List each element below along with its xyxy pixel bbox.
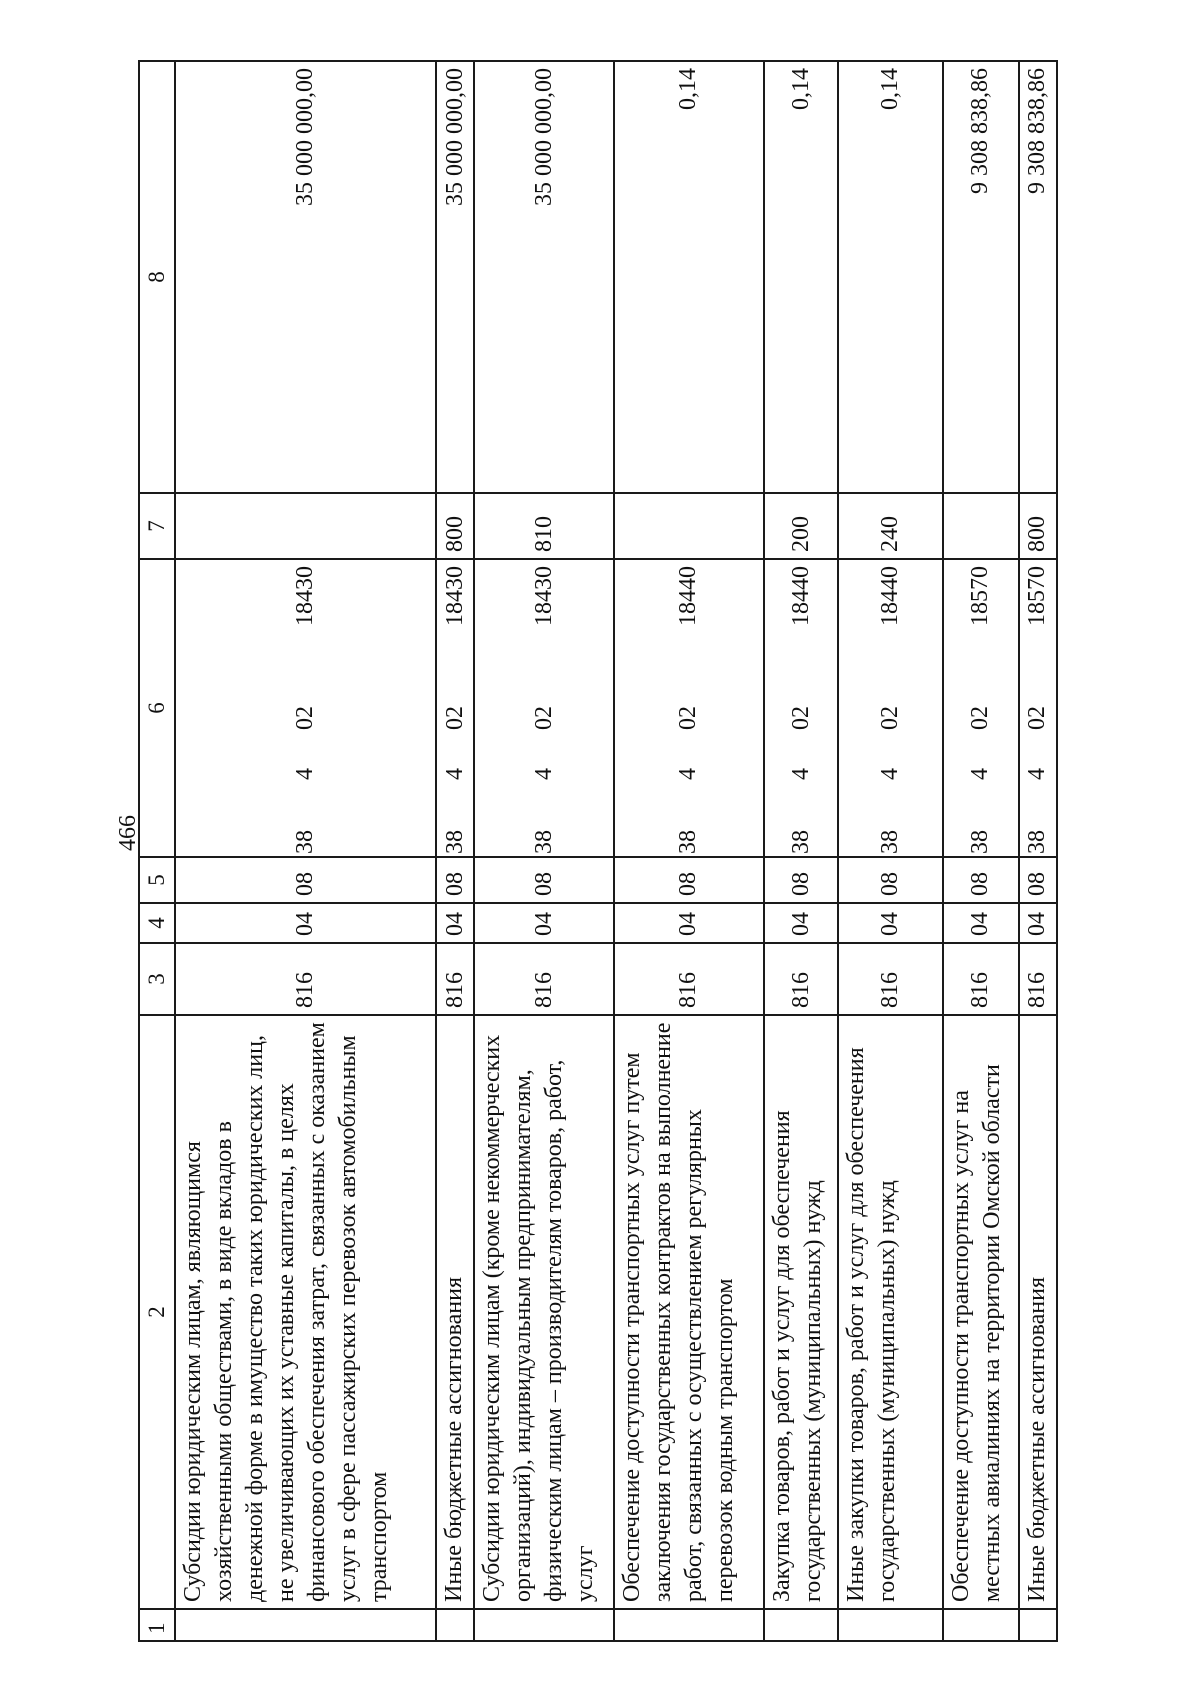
col-header: 2 — [139, 1015, 175, 1609]
amount-cell: 0,14 — [614, 61, 764, 493]
row-number-cell — [943, 1609, 1019, 1641]
target-article-cell — [614, 559, 764, 857]
target-article-program: 38 — [876, 830, 903, 854]
amount-cell: 35 000 000,00 — [474, 61, 613, 493]
section-code-cell: 04 — [764, 903, 838, 943]
row-number-cell — [764, 1609, 838, 1641]
section-code-cell: 04 — [943, 903, 1019, 943]
target-article-event: 02 — [967, 706, 994, 730]
expense-type-cell: 810 — [474, 493, 613, 559]
target-article-direction: 18570 — [967, 566, 994, 626]
ministry-code-cell: 816 — [175, 943, 436, 1015]
section-code-cell: 04 — [436, 903, 474, 943]
target-article-program: 38 — [292, 830, 319, 854]
table-row — [175, 61, 436, 1641]
amount-cell: 35 000 000,00 — [436, 61, 474, 493]
expense-type-cell: 200 — [764, 493, 838, 559]
section-code-cell: 04 — [838, 903, 943, 943]
amount-cell: 9 308 838,86 — [943, 61, 1019, 493]
target-article-subprogram: 4 — [1024, 768, 1051, 780]
target-article-program: 38 — [1024, 830, 1051, 854]
target-article-subprogram: 4 — [675, 768, 702, 780]
table-row — [436, 61, 474, 1641]
row-number-cell — [614, 1609, 764, 1641]
subsection-code-cell: 08 — [614, 857, 764, 903]
amount-cell: 35 000 000,00 — [175, 61, 436, 493]
ministry-code-cell: 816 — [614, 943, 764, 1015]
table-row — [474, 61, 613, 1641]
col-header: 6 — [139, 559, 175, 857]
target-article-subprogram: 4 — [292, 768, 319, 780]
target-article-direction: 18440 — [675, 566, 702, 626]
expense-type-cell: 800 — [1019, 493, 1057, 559]
row-number-cell — [474, 1609, 613, 1641]
target-article-cell — [764, 559, 838, 857]
target-article-cell — [474, 559, 613, 857]
table-row — [614, 61, 764, 1641]
row-number-cell — [838, 1609, 943, 1641]
item-name-cell: Субсидии юридическим лицам, являющимся хозяйственными обществами, в виде вкладов в денежной форме в имущество таких юридических лиц, не увеличивающих их уставные капиталы, в целях финансового обеспечения затрат, связанных с оказанием услуг в сфере пассажирских перевозок автомобильным транспортом — [175, 1015, 436, 1609]
budget-table-wrapper — [138, 62, 1058, 1642]
table-row — [1019, 61, 1057, 1641]
ministry-code-cell: 816 — [474, 943, 613, 1015]
col-header: 7 — [139, 493, 175, 559]
target-article-program: 38 — [441, 830, 468, 854]
amount-cell: 0,14 — [764, 61, 838, 493]
target-article-cell — [1019, 559, 1057, 857]
col-header: 5 — [139, 857, 175, 903]
expense-type-cell: 800 — [436, 493, 474, 559]
target-article-cell — [838, 559, 943, 857]
budget-table — [138, 60, 1058, 1642]
target-article-direction: 18570 — [1024, 566, 1051, 626]
target-article-program: 38 — [530, 830, 557, 854]
target-article-event: 02 — [292, 706, 319, 730]
target-article-cell — [175, 559, 436, 857]
section-code-cell: 04 — [614, 903, 764, 943]
target-article-event: 02 — [876, 706, 903, 730]
page-number: 466 — [115, 815, 141, 851]
target-article-direction: 18430 — [530, 566, 557, 626]
subsection-code-cell: 08 — [436, 857, 474, 903]
target-article-cell — [436, 559, 474, 857]
target-article-event: 02 — [1024, 706, 1051, 730]
target-article-subprogram: 4 — [967, 768, 994, 780]
target-article-direction: 18430 — [292, 566, 319, 626]
target-article-subprogram: 4 — [787, 768, 814, 780]
table-row — [943, 61, 1019, 1641]
col-header: 8 — [139, 61, 175, 493]
col-header: 1 — [139, 1609, 175, 1641]
col-header: 4 — [139, 903, 175, 943]
expense-type-cell: 240 — [838, 493, 943, 559]
target-article-event: 02 — [530, 706, 557, 730]
table-row — [838, 61, 943, 1641]
table-row — [764, 61, 838, 1641]
item-name-cell: Субсидии юридическим лицам (кроме некоммерческих организаций), индивидуальным предпринимателям, физическим лицам – производителям товаров, работ, услуг — [474, 1015, 613, 1609]
item-name-cell: Обеспечение доступности транспортных услуг путем заключения государственных контрактов на выполнение работ, связанных с осуществлением регулярных перевозок водным транспортом — [614, 1015, 764, 1609]
col-header: 3 — [139, 943, 175, 1015]
item-name-cell: Иные бюджетные ассигнования — [1019, 1015, 1057, 1609]
target-article-program: 38 — [675, 830, 702, 854]
target-article-direction: 18440 — [876, 566, 903, 626]
target-article-subprogram: 4 — [530, 768, 557, 780]
ministry-code-cell: 816 — [943, 943, 1019, 1015]
ministry-code-cell: 816 — [1019, 943, 1057, 1015]
subsection-code-cell: 08 — [474, 857, 613, 903]
target-article-event: 02 — [441, 706, 468, 730]
subsection-code-cell: 08 — [943, 857, 1019, 903]
target-article-direction: 18430 — [441, 566, 468, 626]
target-article-event: 02 — [787, 706, 814, 730]
section-code-cell: 04 — [474, 903, 613, 943]
subsection-code-cell: 08 — [1019, 857, 1057, 903]
expense-type-cell — [175, 493, 436, 559]
target-article-cell — [943, 559, 1019, 857]
amount-cell: 0,14 — [838, 61, 943, 493]
ministry-code-cell: 816 — [838, 943, 943, 1015]
expense-type-cell — [614, 493, 764, 559]
section-code-cell: 04 — [1019, 903, 1057, 943]
expense-type-cell — [943, 493, 1019, 559]
section-code-cell: 04 — [175, 903, 436, 943]
row-number-cell — [1019, 1609, 1057, 1641]
item-name-cell: Закупка товаров, работ и услуг для обеспечения государственных (муниципальных) нужд — [764, 1015, 838, 1609]
row-number-cell — [436, 1609, 474, 1641]
target-article-program: 38 — [967, 830, 994, 854]
amount-cell: 9 308 838,86 — [1019, 61, 1057, 493]
subsection-code-cell: 08 — [838, 857, 943, 903]
target-article-event: 02 — [675, 706, 702, 730]
ministry-code-cell: 816 — [764, 943, 838, 1015]
target-article-direction: 18440 — [787, 566, 814, 626]
target-article-subprogram: 4 — [441, 768, 468, 780]
target-article-program: 38 — [787, 830, 814, 854]
row-number-cell — [175, 1609, 436, 1641]
item-name-cell: Иные бюджетные ассигнования — [436, 1015, 474, 1609]
ministry-code-cell: 816 — [436, 943, 474, 1015]
subsection-code-cell: 08 — [764, 857, 838, 903]
subsection-code-cell: 08 — [175, 857, 436, 903]
item-name-cell: Иные закупки товаров, работ и услуг для обеспечения государственных (муниципальных) нужд — [838, 1015, 943, 1609]
target-article-subprogram: 4 — [876, 768, 903, 780]
item-name-cell: Обеспечение доступности транспортных услуг на местных авиалиниях на территории Омской области — [943, 1015, 1019, 1609]
header-row — [139, 61, 175, 1641]
